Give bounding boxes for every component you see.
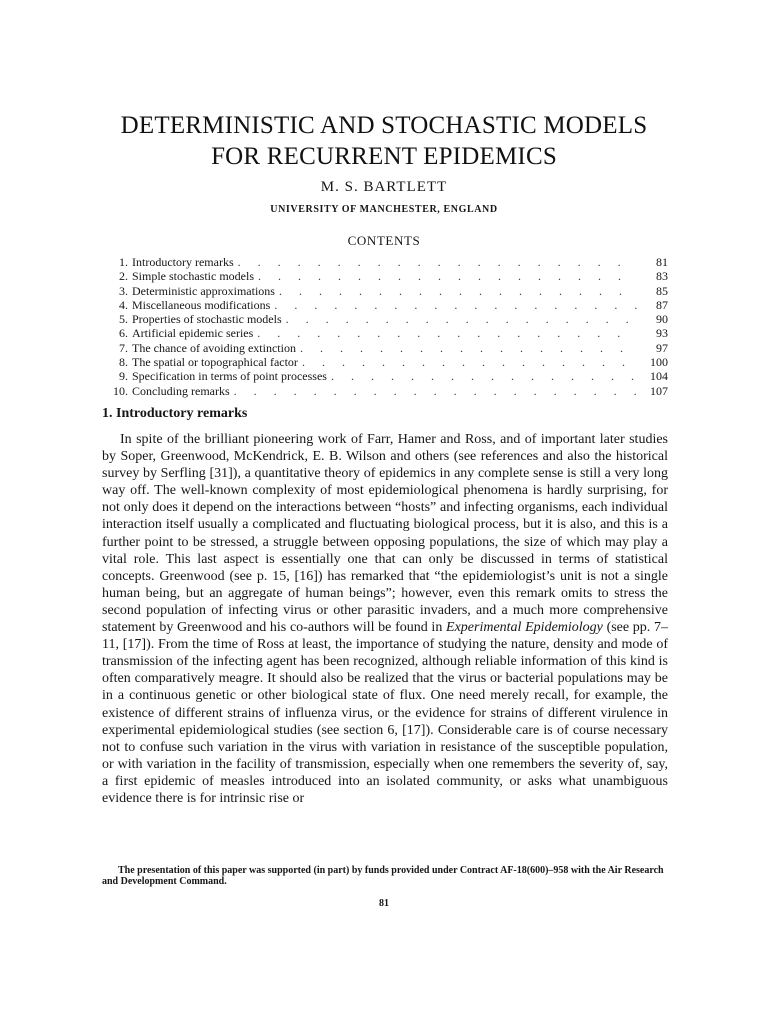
toc-entry-page: 81 bbox=[656, 255, 668, 269]
toc-entry-number: 1. bbox=[119, 255, 128, 269]
toc-entry-label: Deterministic approximations bbox=[132, 283, 275, 298]
toc-entry-number: 10. bbox=[113, 383, 128, 398]
toc-entry-label: The spatial or topographical factor bbox=[132, 355, 298, 370]
title-line-2: FOR RECURRENT EPIDEMICS bbox=[211, 143, 557, 170]
author-name: M. S. BARTLETT bbox=[320, 179, 448, 195]
paper-title bbox=[0, 110, 768, 172]
toc-entry bbox=[102, 255, 668, 269]
toc-leader-dots bbox=[279, 284, 638, 298]
toc-entry-label: Properties of stochastic models bbox=[132, 312, 282, 327]
toc-leader-dots bbox=[300, 341, 638, 355]
toc-entry-label: Miscellaneous modifications bbox=[132, 297, 271, 312]
toc-entry bbox=[102, 298, 668, 312]
toc-entry-page: 83 bbox=[656, 269, 668, 284]
toc-entry-label: Specification in terms of point processes bbox=[132, 369, 327, 384]
footnote: The presentation of this paper was supported (in part) by funds provided under Contract AF-18(600)–958 with the Air Research and Development Command. bbox=[102, 865, 664, 887]
section-heading: 1. Introductory remarks bbox=[102, 406, 248, 421]
toc-entry bbox=[102, 326, 668, 340]
toc-leader-dots bbox=[258, 269, 638, 283]
toc-entry bbox=[102, 384, 668, 398]
page-number: 81 bbox=[379, 898, 389, 909]
toc-entry-number: 4. bbox=[119, 297, 128, 312]
toc-leader-dots bbox=[238, 255, 638, 269]
toc-entry bbox=[102, 284, 668, 298]
toc-entry bbox=[102, 312, 668, 326]
toc-entry-page: 104 bbox=[650, 369, 668, 384]
toc-entry-page: 85 bbox=[656, 283, 668, 298]
toc-entry bbox=[102, 355, 668, 369]
toc-entry bbox=[102, 269, 668, 283]
author-affiliation: UNIVERSITY OF MANCHESTER, ENGLAND bbox=[270, 204, 498, 215]
toc-entry-number: 2. bbox=[119, 269, 128, 284]
body-text-part-1: In spite of the brilliant pioneering work of Farr, Hamer and Ross, and of important later studies by Soper, Greenwood, McKendrick, E. B. Wilson and others (see references and also the historical survey by Serfling [31]), a quantitative theory of epidemics in any complete sense is still a very long way off. The well-known complexity of most epidemiological phenomena is hardly surprising, for not only does it depend on the interactions between “hosts” and infecting organisms, each individual interaction itself usually a complicated and fluctuating biological process, but it is also, and this is a further point to be stressed, a struggle between opposing populations, the size of which may play a vital role. This last aspect is essentially one that can only be discussed in terms of statistical concepts. Greenwood (see p. 15, [16]) has remarked that “the epidemiologist’s unit is not a single human being, but an aggregate of human beings”; however, even this remark omits to stress the second population of infecting virus or other parasitic invaders, and a much more comprehensive statement by Greenwood and his co-authors will be found in bbox=[102, 432, 668, 636]
title-line-1: DETERMINISTIC AND STOCHASTIC MODELS bbox=[120, 112, 648, 139]
toc-leader-dots bbox=[286, 312, 638, 326]
toc-entry-number: 7. bbox=[119, 340, 128, 355]
book-title-italic: Experimental Epidemiology bbox=[446, 620, 603, 636]
toc-entry-label: Simple stochastic models bbox=[132, 269, 254, 284]
toc-entry-number: 3. bbox=[119, 283, 128, 298]
toc-entry-page: 97 bbox=[656, 340, 668, 355]
table-of-contents bbox=[102, 255, 668, 398]
toc-entry-label: The chance of avoiding extinction bbox=[132, 340, 296, 355]
toc-entry-number: 6. bbox=[119, 326, 128, 341]
toc-entry bbox=[102, 341, 668, 355]
toc-entry bbox=[102, 369, 668, 383]
body-paragraph bbox=[102, 431, 668, 807]
toc-entry-number: 8. bbox=[119, 355, 128, 370]
toc-entry-page: 107 bbox=[650, 383, 668, 398]
toc-leader-dots bbox=[331, 369, 638, 383]
toc-entry-page: 87 bbox=[656, 297, 668, 312]
toc-entry-label: Artificial epidemic series bbox=[132, 326, 254, 341]
toc-leader-dots bbox=[234, 384, 638, 398]
toc-leader-dots bbox=[302, 355, 638, 369]
toc-entry-page: 90 bbox=[656, 312, 668, 327]
toc-entry-number: 5. bbox=[119, 312, 128, 327]
toc-entry-page: 100 bbox=[650, 355, 668, 370]
toc-leader-dots bbox=[274, 298, 638, 312]
toc-entry-label: Introductory remarks bbox=[132, 255, 234, 269]
toc-entry-label: Concluding remarks bbox=[132, 383, 230, 398]
toc-entry-number: 9. bbox=[119, 369, 128, 384]
toc-leader-dots bbox=[257, 326, 638, 340]
contents-heading: CONTENTS bbox=[347, 233, 421, 248]
toc-entry-page: 93 bbox=[656, 326, 668, 341]
body-text-part-2: (see pp. 7–11, [17]). From the time of Ross at least, the importance of studying the nature, density and mode of transmission of the infecting agent has been recognized, although reliable information of this kind is often comparatively meagre. It should also be realized that the virus or bacterial populations may be in a continuous genetic or other biological state of flux. One need merely recall, for example, the existence of different strains of influenza virus, or the evidence for strains of different virulence in experimental epidemiological studies (see section 6, [17]). Considerable care is of course necessary not to confuse such variation in the virus with variation in resistance of the susceptible population, or with variation in the facility of transmission, especially when one remembers the severity of, say, a first epidemic of measles introduced into an isolated community, or asks what unambiguous evidence there is for intrinsic rise or bbox=[102, 620, 668, 806]
